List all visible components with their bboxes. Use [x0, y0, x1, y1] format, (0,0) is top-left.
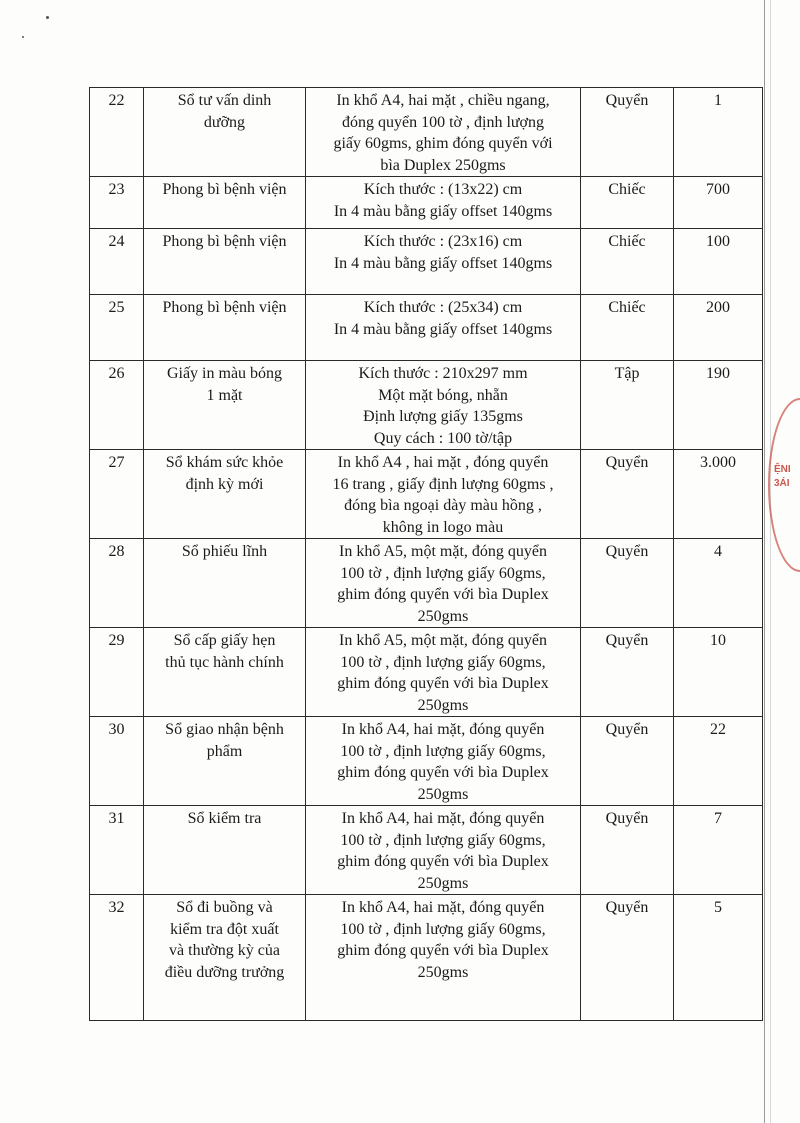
- item-spec-line: 250gms: [417, 963, 469, 981]
- item-name-line: Sổ đi buồng và: [176, 899, 273, 916]
- item-spec-line: 100 tờ , định lượng giấy 60gms,: [340, 564, 546, 582]
- item-name: [144, 895, 306, 1021]
- item-unit: Quyển: [581, 717, 674, 806]
- item-qty: 200: [674, 295, 763, 361]
- item-spec: [306, 295, 581, 361]
- table-row: [90, 177, 763, 229]
- item-spec-line: Quy cách : 100 tờ/tập: [373, 429, 513, 447]
- item-qty: 10: [674, 628, 763, 717]
- item-unit: Quyển: [581, 628, 674, 717]
- item-spec-line: Kích thước : 210x297 mm: [358, 365, 528, 382]
- item-name: [144, 88, 306, 177]
- item-spec-line: In 4 màu bằng giấy offset 140gms: [333, 320, 553, 338]
- item-spec-line: In khổ A4, hai mặt, đóng quyển: [341, 810, 545, 827]
- stamp-text: ỆNI: [774, 464, 791, 475]
- table-row: [90, 361, 763, 450]
- row-number: 30: [90, 717, 144, 806]
- item-name: [144, 628, 306, 717]
- item-name: [144, 177, 306, 229]
- item-name-line: Sổ giao nhận bệnh: [165, 721, 284, 738]
- item-name-line: thủ tục hành chính: [165, 653, 284, 671]
- item-name: [144, 450, 306, 539]
- item-name-line: phẩm: [206, 742, 243, 760]
- item-spec-line: ghim đóng quyển với bìa Duplex: [337, 586, 549, 603]
- item-name-line: Sổ kiểm tra: [187, 810, 262, 827]
- item-spec-line: bìa Duplex 250gms: [380, 156, 506, 174]
- table-row: [90, 628, 763, 717]
- item-name-line: dưỡng: [203, 113, 246, 131]
- item-name: [144, 295, 306, 361]
- item-spec-line: 100 tờ , định lượng giấy 60gms,: [340, 920, 546, 938]
- item-spec-line: In 4 màu bằng giấy offset 140gms: [333, 202, 553, 220]
- item-spec-line: đóng bìa ngoại dày màu hồng ,: [344, 497, 542, 514]
- item-qty: 100: [674, 229, 763, 295]
- item-qty: 700: [674, 177, 763, 229]
- row-number: 27: [90, 450, 144, 539]
- item-unit: Quyển: [581, 450, 674, 539]
- item-spec: [306, 361, 581, 450]
- scan-speck: [22, 36, 24, 38]
- item-name: [144, 806, 306, 895]
- item-spec-line: 100 tờ , định lượng giấy 60gms,: [340, 653, 546, 671]
- item-unit: Quyển: [581, 895, 674, 1021]
- item-name: [144, 717, 306, 806]
- table-row: [90, 295, 763, 361]
- table-row: [90, 806, 763, 895]
- item-name-line: Phong bì bệnh viện: [162, 233, 287, 250]
- item-spec-line: In khổ A4, hai mặt , chiều ngang,: [336, 92, 550, 109]
- item-spec-line: In khổ A5, một mặt, đóng quyển: [339, 543, 547, 560]
- item-spec-line: In 4 màu bằng giấy offset 140gms: [333, 254, 553, 272]
- item-spec-line: 100 tờ , định lượng giấy 60gms,: [340, 831, 546, 849]
- table-row: [90, 88, 763, 177]
- item-spec: [306, 229, 581, 295]
- item-spec: [306, 628, 581, 717]
- row-number: 31: [90, 806, 144, 895]
- item-spec-line: ghim đóng quyển với bìa Duplex: [337, 764, 549, 781]
- item-unit: Quyển: [581, 806, 674, 895]
- item-spec: [306, 88, 581, 177]
- item-spec-line: Kích thước : (13x22) cm: [363, 181, 523, 198]
- item-spec-line: Một mặt bóng, nhẵn: [378, 386, 508, 404]
- item-name-line: Phong bì bệnh viện: [162, 181, 287, 198]
- item-qty: 5: [674, 895, 763, 1021]
- row-number: 22: [90, 88, 144, 177]
- item-name-line: Sổ khám sức khỏe: [165, 454, 284, 471]
- table-body: [90, 88, 763, 1021]
- item-name: [144, 361, 306, 450]
- item-unit: Tập: [581, 361, 674, 450]
- item-unit: Chiếc: [581, 295, 674, 361]
- item-name: [144, 539, 306, 628]
- item-spec-line: 16 trang , giấy định lượng 60gms ,: [332, 475, 554, 493]
- item-name-line: Sổ cấp giấy hẹn: [173, 632, 276, 649]
- item-spec-line: Kích thước : (25x34) cm: [363, 299, 523, 316]
- item-spec: [306, 806, 581, 895]
- page-edge-shadow: [770, 0, 771, 1123]
- row-number: 32: [90, 895, 144, 1021]
- item-name-line: 1 mặt: [206, 386, 243, 404]
- item-spec-line: không in logo màu: [382, 518, 504, 536]
- item-name-line: Sổ tư vấn dinh: [177, 92, 272, 109]
- item-spec-line: 250gms: [417, 874, 469, 892]
- item-spec-line: Định lượng giấy 135gms: [363, 408, 523, 425]
- row-number: 28: [90, 539, 144, 628]
- item-name-line: và thường kỳ của: [169, 942, 280, 959]
- item-spec: [306, 177, 581, 229]
- row-number: 23: [90, 177, 144, 229]
- item-unit: Quyển: [581, 88, 674, 177]
- page-edge-line: [764, 0, 765, 1123]
- stamp-text: 3ÁI: [774, 478, 790, 489]
- item-qty: 4: [674, 539, 763, 628]
- item-spec: [306, 539, 581, 628]
- row-number: 24: [90, 229, 144, 295]
- item-name-line: Phong bì bệnh viện: [162, 299, 287, 316]
- item-name-line: kiểm tra đột xuất: [170, 920, 279, 938]
- row-number: 29: [90, 628, 144, 717]
- item-spec-line: 250gms: [417, 696, 469, 714]
- item-spec-line: In khổ A5, một mặt, đóng quyển: [339, 632, 547, 649]
- item-spec-line: 100 tờ , định lượng giấy 60gms,: [340, 742, 546, 760]
- item-spec-line: In khổ A4 , hai mặt , đóng quyển: [337, 454, 549, 471]
- row-number: 25: [90, 295, 144, 361]
- item-name-line: điều dưỡng trưởng: [164, 963, 285, 981]
- item-unit: Chiếc: [581, 177, 674, 229]
- row-number: 26: [90, 361, 144, 450]
- item-spec-line: ghim đóng quyển với bìa Duplex: [337, 942, 549, 959]
- item-spec-line: Kích thước : (23x16) cm: [363, 233, 523, 250]
- item-spec: [306, 717, 581, 806]
- item-name-line: định kỳ mới: [185, 475, 264, 493]
- item-qty: 7: [674, 806, 763, 895]
- item-spec-line: ghim đóng quyển với bìa Duplex: [337, 675, 549, 692]
- item-spec-line: In khổ A4, hai mặt, đóng quyển: [341, 721, 545, 738]
- item-spec-line: 250gms: [417, 607, 469, 625]
- supplies-table: [89, 87, 763, 1021]
- item-name-line: Giấy in màu bóng: [166, 365, 283, 382]
- item-qty: 190: [674, 361, 763, 450]
- item-spec: [306, 895, 581, 1021]
- scan-speck: [46, 16, 49, 19]
- item-spec: [306, 450, 581, 539]
- item-qty: 3.000: [674, 450, 763, 539]
- item-spec-line: 250gms: [417, 785, 469, 803]
- table-row: [90, 229, 763, 295]
- item-spec-line: giấy 60gms, ghim đóng quyển với: [333, 135, 553, 152]
- item-spec-line: In khổ A4, hai mặt, đóng quyển: [341, 899, 545, 916]
- table-row: [90, 895, 763, 1021]
- item-qty: 22: [674, 717, 763, 806]
- table-row: [90, 539, 763, 628]
- item-unit: Quyển: [581, 539, 674, 628]
- item-spec-line: ghim đóng quyển với bìa Duplex: [337, 853, 549, 870]
- item-name-line: Sổ phiếu lĩnh: [181, 543, 268, 560]
- item-qty: 1: [674, 88, 763, 177]
- item-name: [144, 229, 306, 295]
- table-row: [90, 717, 763, 806]
- table-row: [90, 450, 763, 539]
- item-spec-line: đóng quyển 100 tờ , định lượng: [341, 113, 545, 131]
- item-unit: Chiếc: [581, 229, 674, 295]
